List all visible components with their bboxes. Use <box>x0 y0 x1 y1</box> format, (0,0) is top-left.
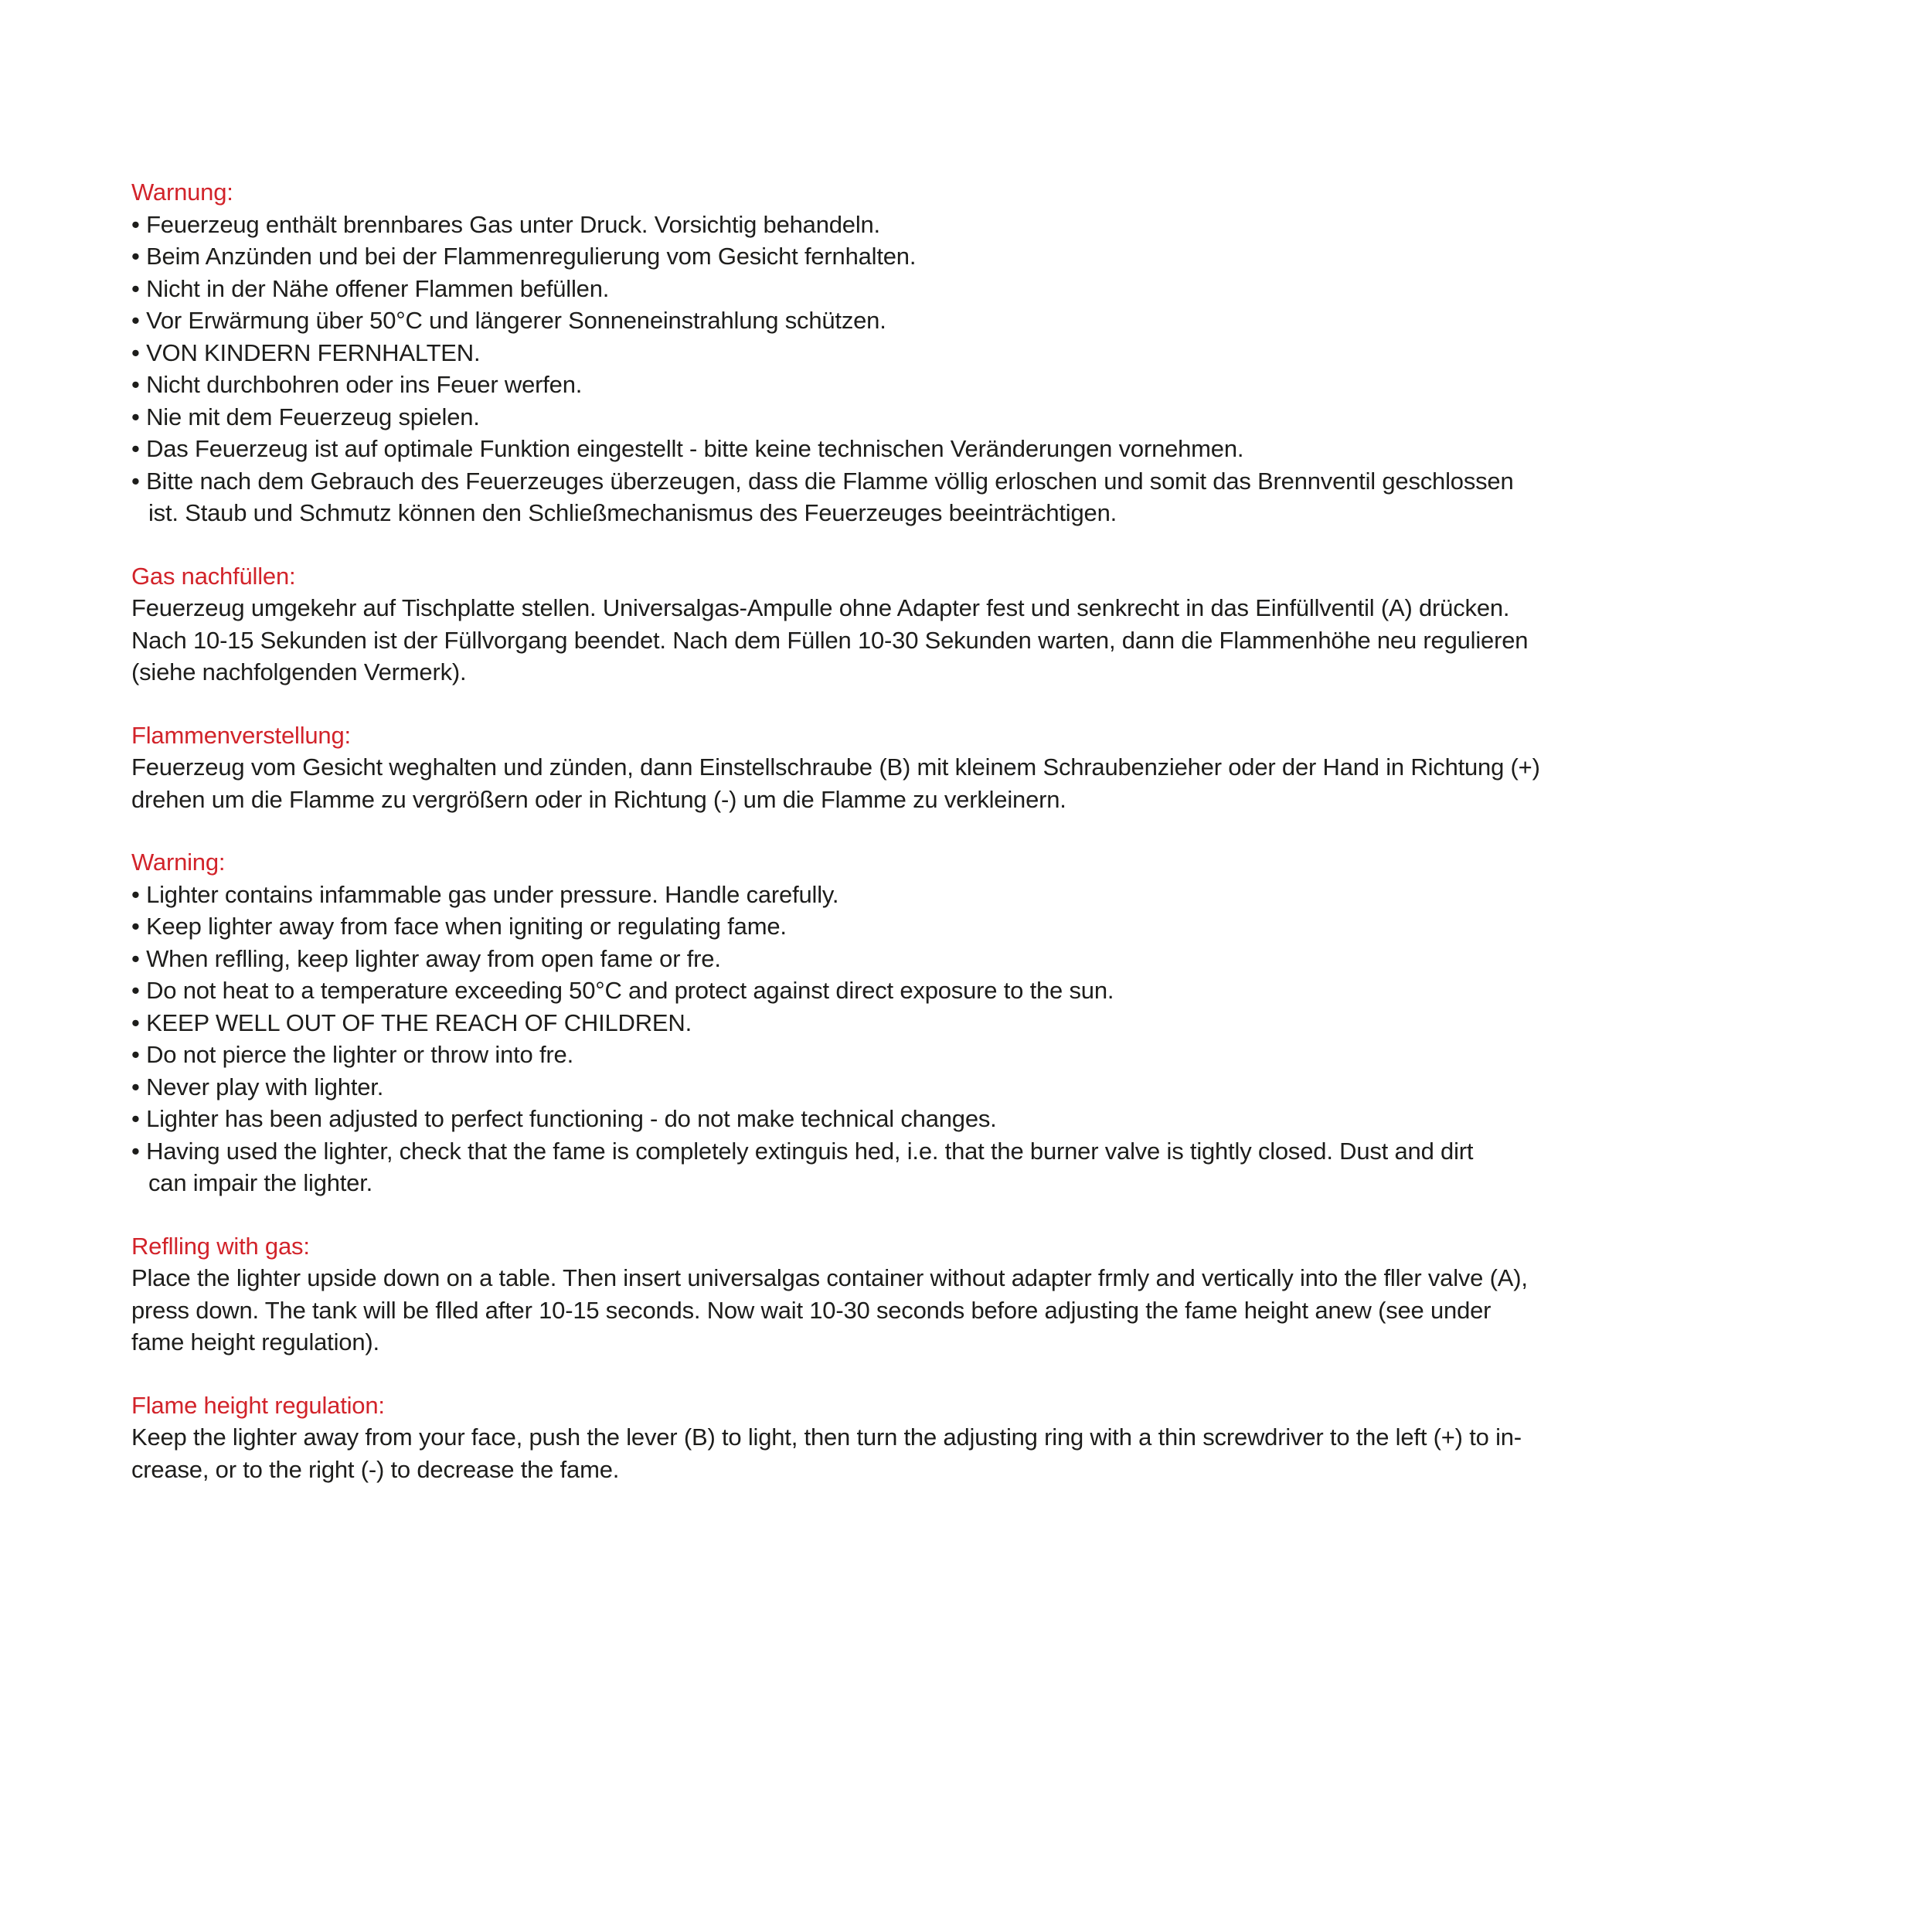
text-line: can impair the lighter. <box>148 1169 373 1196</box>
text-line: crease, or to the right (-) to decrease the fame. <box>131 1455 620 1483</box>
text-line: fame height regulation). <box>131 1328 379 1355</box>
section-flame-height-en <box>131 1389 1886 1486</box>
section-heading: Warning: <box>131 849 226 876</box>
bullet-line: • Nie mit dem Feuerzeug spielen. <box>131 403 480 430</box>
bullet-line: • Vor Erwärmung über 50°C und längerer Sonneneinstrahlung schützen. <box>131 307 886 334</box>
text-line: drehen um die Flamme zu vergrößern oder in Richtung (-) um die Flamme zu verkleinern. <box>131 785 1066 813</box>
bullet-line: • Do not pierce the lighter or throw into fre. <box>131 1041 573 1068</box>
bullet-line: • Never play with lighter. <box>131 1073 384 1100</box>
bullet-line: • When reflling, keep lighter away from open fame or fre. <box>131 944 721 972</box>
section-flammenverstellung-de <box>131 719 1886 816</box>
section-heading: Reflling with gas: <box>131 1232 310 1260</box>
text-line: Keep the lighter away from your face, push the lever (B) to light, then turn the adjusting ring with a thin screwdriver to the left (+) to in- <box>131 1423 1522 1451</box>
section-heading: Gas nachfüllen: <box>131 562 296 590</box>
section-warnung-de <box>131 176 1886 529</box>
bullet-line: • Lighter contains infammable gas under pressure. Handle carefully. <box>131 880 839 908</box>
text-line: press down. The tank will be flled after 10-15 seconds. Now wait 10-30 seconds before adjusting the fame height anew (see under <box>131 1296 1492 1324</box>
section-refilling-en <box>131 1230 1886 1359</box>
bullet-line: • Nicht durchbohren oder ins Feuer werfen. <box>131 371 583 398</box>
text-line: Place the lighter upside down on a table. Then insert universalgas container without adapter frmly and vertically into the fller valve (A), <box>131 1264 1528 1291</box>
text-line: ist. Staub und Schmutz können den Schließmechanismus des Feuerzeuges beeinträchtigen. <box>148 499 1117 526</box>
text-line: Feuerzeug umgekehr auf Tischplatte stellen. Universalgas-Ampulle ohne Adapter fest und senkrecht in das Einfüllventil (A) drücken. <box>131 594 1510 621</box>
section-heading: Warnung: <box>131 179 233 206</box>
section-gas-nachfuellen-de <box>131 560 1886 689</box>
bullet-line: • KEEP WELL OUT OF THE REACH OF CHILDREN. <box>131 1009 692 1036</box>
bullet-line: • Lighter has been adjusted to perfect functioning - do not make technical changes. <box>131 1105 997 1132</box>
bullet-line: • Bitte nach dem Gebrauch des Feuerzeuges überzeugen, dass die Flamme völlig erloschen und somit das Brennventil geschlossen <box>131 467 1514 495</box>
bullet-line: • VON KINDERN FERNHALTEN. <box>131 338 481 366</box>
bullet-line: • Das Feuerzeug ist auf optimale Funktion eingestellt - bitte keine technischen Veränderungen vornehmen. <box>131 435 1244 462</box>
bullet-line: • Feuerzeug enthält brennbares Gas unter Druck. Vorsichtig behandeln. <box>131 210 880 238</box>
section-warning-en <box>131 846 1886 1199</box>
bullet-line: • Do not heat to a temperature exceeding 50°C and protect against direct exposure to the sun. <box>131 977 1114 1004</box>
instruction-sections-container <box>131 176 1886 1485</box>
bullet-line: • Nicht in der Nähe offener Flammen befüllen. <box>131 274 610 302</box>
section-heading: Flame height regulation: <box>131 1391 385 1419</box>
bullet-line: • Beim Anzünden und bei der Flammenregulierung vom Gesicht fernhalten. <box>131 243 917 270</box>
text-line: (siehe nachfolgenden Vermerk). <box>131 658 467 685</box>
bullet-line: • Having used the lighter, check that the fame is completely extinguis hed, i.e. that the burner valve is tightly closed. Dust and dirt <box>131 1137 1474 1165</box>
text-line: Feuerzeug vom Gesicht weghalten und zünden, dann Einstellschraube (B) mit kleinem Schraubenzieher oder der Hand in Richtung (+) <box>131 753 1540 781</box>
text-line: Nach 10-15 Sekunden ist der Füllvorgang beendet. Nach dem Füllen 10-30 Sekunden warten, dann die Flammenhöhe neu regulieren <box>131 626 1529 654</box>
section-heading: Flammenverstellung: <box>131 721 351 749</box>
bullet-line: • Keep lighter away from face when igniting or regulating fame. <box>131 913 787 940</box>
